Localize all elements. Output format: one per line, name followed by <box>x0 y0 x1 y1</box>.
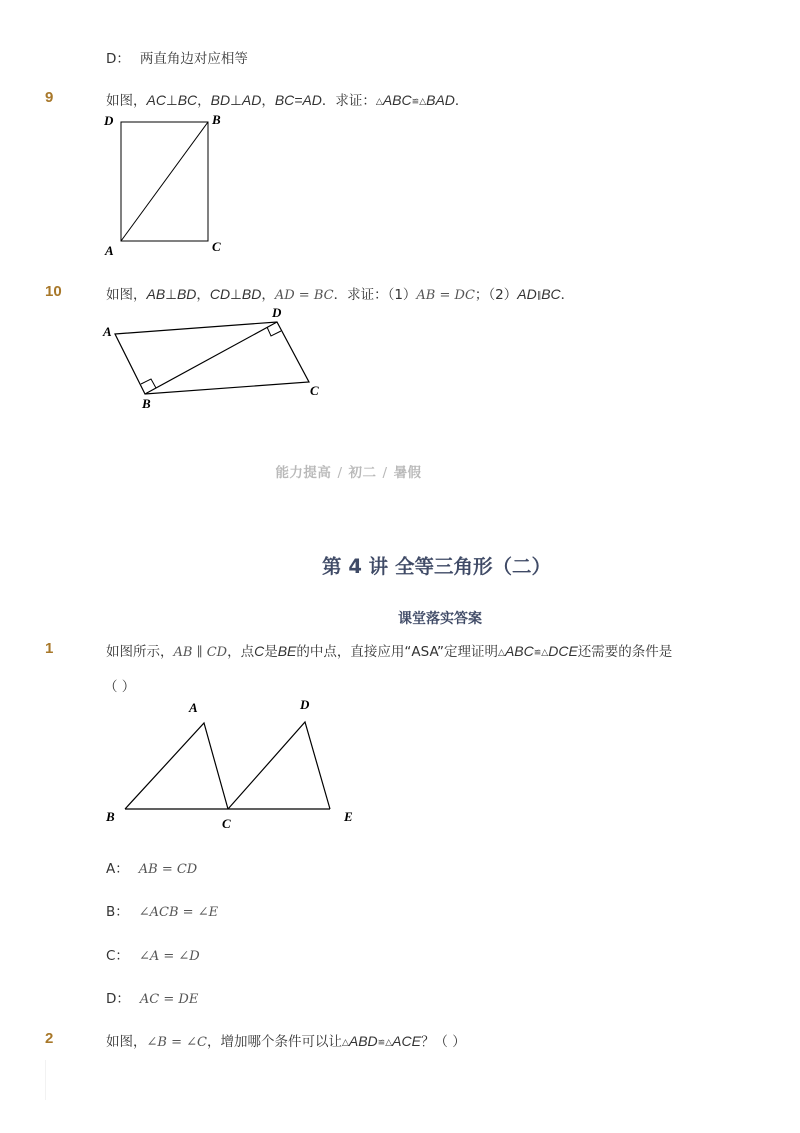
q10-figure-quadrilateral <box>100 302 340 414</box>
question-9-text <box>106 89 468 109</box>
triangle-symbol: △ <box>541 648 549 658</box>
option-math: AC = DE <box>139 992 199 1007</box>
q9-perp2: ⊥ <box>230 93 242 109</box>
triangle-symbol: △ <box>419 97 427 107</box>
margin-rule <box>45 1060 46 1100</box>
diagonal-ab <box>121 122 208 241</box>
q2-t1: ，增加哪个条件可以让 <box>206 1034 342 1050</box>
footer-separator: / <box>337 465 343 481</box>
q10-prefix: 如图， <box>106 287 147 303</box>
vertex-label-e: E <box>344 809 353 824</box>
q10-mid: ．求证：（1） <box>333 287 417 303</box>
q10-seg-bd2: BD <box>241 286 262 302</box>
q10-sep2: ， <box>261 287 275 303</box>
q10-mid2: ；（2） <box>474 287 518 303</box>
q10-seg-ad: AD <box>517 286 537 302</box>
option-c[interactable] <box>106 944 200 964</box>
q9-prefix: 如图， <box>106 93 147 109</box>
footer-separator: / <box>382 465 388 481</box>
option-math: ∠ACB = ∠E <box>138 905 219 920</box>
option-math: AB = CD <box>138 862 198 877</box>
triangle-symbol: △ <box>341 1038 349 1048</box>
option-label: C： <box>106 948 129 964</box>
q9-seg-bc: BC <box>177 92 198 108</box>
vertex-label-c: C <box>310 383 319 398</box>
question-number-1: 1 <box>45 640 54 657</box>
q1-figure-triangles <box>100 694 360 834</box>
q1-answer-parentheses: （ ） <box>104 679 136 695</box>
q9-mid: ．求证： <box>321 93 376 109</box>
q10-sep1: ， <box>196 287 210 303</box>
q9-figure-rectangle <box>100 108 230 260</box>
q10-math-ab-dc: AB = DC <box>416 288 475 303</box>
option-a[interactable] <box>106 857 197 877</box>
question-number-2: 2 <box>45 1030 54 1047</box>
q10-perp2: ⊥ <box>230 287 242 303</box>
q1-math-parallel: AB ∥ CD <box>173 645 228 660</box>
question-10-text <box>106 283 574 303</box>
q2-t2: ？（ ） <box>420 1034 466 1050</box>
triangle-symbol: △ <box>385 1038 393 1048</box>
option-math: ∠A = ∠D <box>138 949 200 964</box>
option-label: B： <box>106 904 129 920</box>
q10-seg-cd: CD <box>209 286 231 302</box>
vertex-label-b: B <box>212 112 221 127</box>
q10-seg-ab: AB <box>146 286 166 302</box>
diagonal-bd <box>145 322 277 394</box>
q10-end: ． <box>560 287 575 303</box>
q1-t1: ，点 <box>227 644 255 660</box>
triangle-symbol: △ <box>498 648 505 658</box>
q9-perp: ⊥ <box>165 93 178 109</box>
q1-t2: 是 <box>264 644 278 660</box>
vertex-label-a: A <box>103 324 112 339</box>
vertex-label-c: C <box>222 816 231 831</box>
q1-tri-abc: ABC <box>504 643 534 659</box>
footer-term: 暑假 <box>393 465 422 481</box>
q1-tri-dce: DCE <box>548 643 578 659</box>
q9-seg-bd: BD <box>210 92 231 108</box>
option-label: D： <box>106 51 130 67</box>
option-label: D： <box>106 991 130 1007</box>
vertex-label-d: D <box>272 305 282 320</box>
section-subtitle: 课堂落实答案 <box>398 611 482 627</box>
vertex-label-a: A <box>105 243 114 258</box>
q9-tri-abc: ABC <box>382 92 412 108</box>
q10-math-ad-bc: AD = BC <box>274 288 334 303</box>
previous-option-d <box>106 47 248 67</box>
footer-grade: 初二 <box>348 465 377 481</box>
triangle-symbol: △ <box>375 97 383 107</box>
q9-tri-bad: BAD <box>426 92 455 108</box>
triangle-dce <box>228 722 330 809</box>
congruent-symbol: ≌ <box>533 648 542 658</box>
option-d[interactable] <box>106 987 198 1007</box>
q2-tri-ace: ACE <box>392 1033 421 1049</box>
q10-seg-bd: BD <box>176 286 197 302</box>
q2-math-angles: ∠B = ∠C <box>146 1035 207 1050</box>
vertex-label-d: D <box>300 697 310 712</box>
vertex-label-b: B <box>106 809 115 824</box>
q1-point-c: C <box>254 643 265 659</box>
question-2-text <box>106 1030 466 1050</box>
section-title: 第 4 讲 全等三角形（二） <box>322 555 551 578</box>
q1-t3: 的中点，直接应用“ASA”定理证明 <box>296 644 499 660</box>
parallel-symbol: ∥ <box>536 291 542 301</box>
q1-seg-be: BE <box>277 643 297 659</box>
question-number-9: 9 <box>45 89 54 106</box>
page-footer <box>0 461 697 481</box>
option-text: 两直角边对应相等 <box>139 51 248 67</box>
q9-seg-ad: AD <box>241 92 262 108</box>
vertex-label-b: B <box>142 396 151 411</box>
congruent-symbol: ≌ <box>411 97 420 107</box>
vertex-label-a: A <box>189 700 198 715</box>
question-1-text <box>106 640 672 660</box>
footer-course: 能力提高 <box>275 465 332 481</box>
q1-prefix: 如图所示， <box>106 644 174 660</box>
right-angle-mark-b <box>141 379 156 388</box>
triangle-abc <box>125 723 228 809</box>
q9-sep2: ， <box>261 93 275 109</box>
q2-prefix: 如图， <box>106 1034 147 1050</box>
vertex-label-c: C <box>212 239 221 254</box>
option-label: A： <box>106 861 129 877</box>
q9-eq: BC=AD <box>274 92 322 108</box>
congruent-symbol: ≌ <box>377 1038 386 1048</box>
vertex-label-d: D <box>104 113 114 128</box>
q9-sep1: ， <box>197 93 211 109</box>
q2-tri-abd: ABD <box>348 1033 378 1049</box>
right-angle-mark-d <box>267 327 281 336</box>
question-number-10: 10 <box>45 283 62 300</box>
q10-perp: ⊥ <box>165 287 177 303</box>
q9-end: ． <box>454 93 469 109</box>
option-b[interactable] <box>106 900 218 920</box>
q9-seg-ac: AC <box>146 92 166 108</box>
q1-t4: 还需要的条件是 <box>577 644 673 660</box>
q10-seg-bc: BC <box>541 286 561 302</box>
